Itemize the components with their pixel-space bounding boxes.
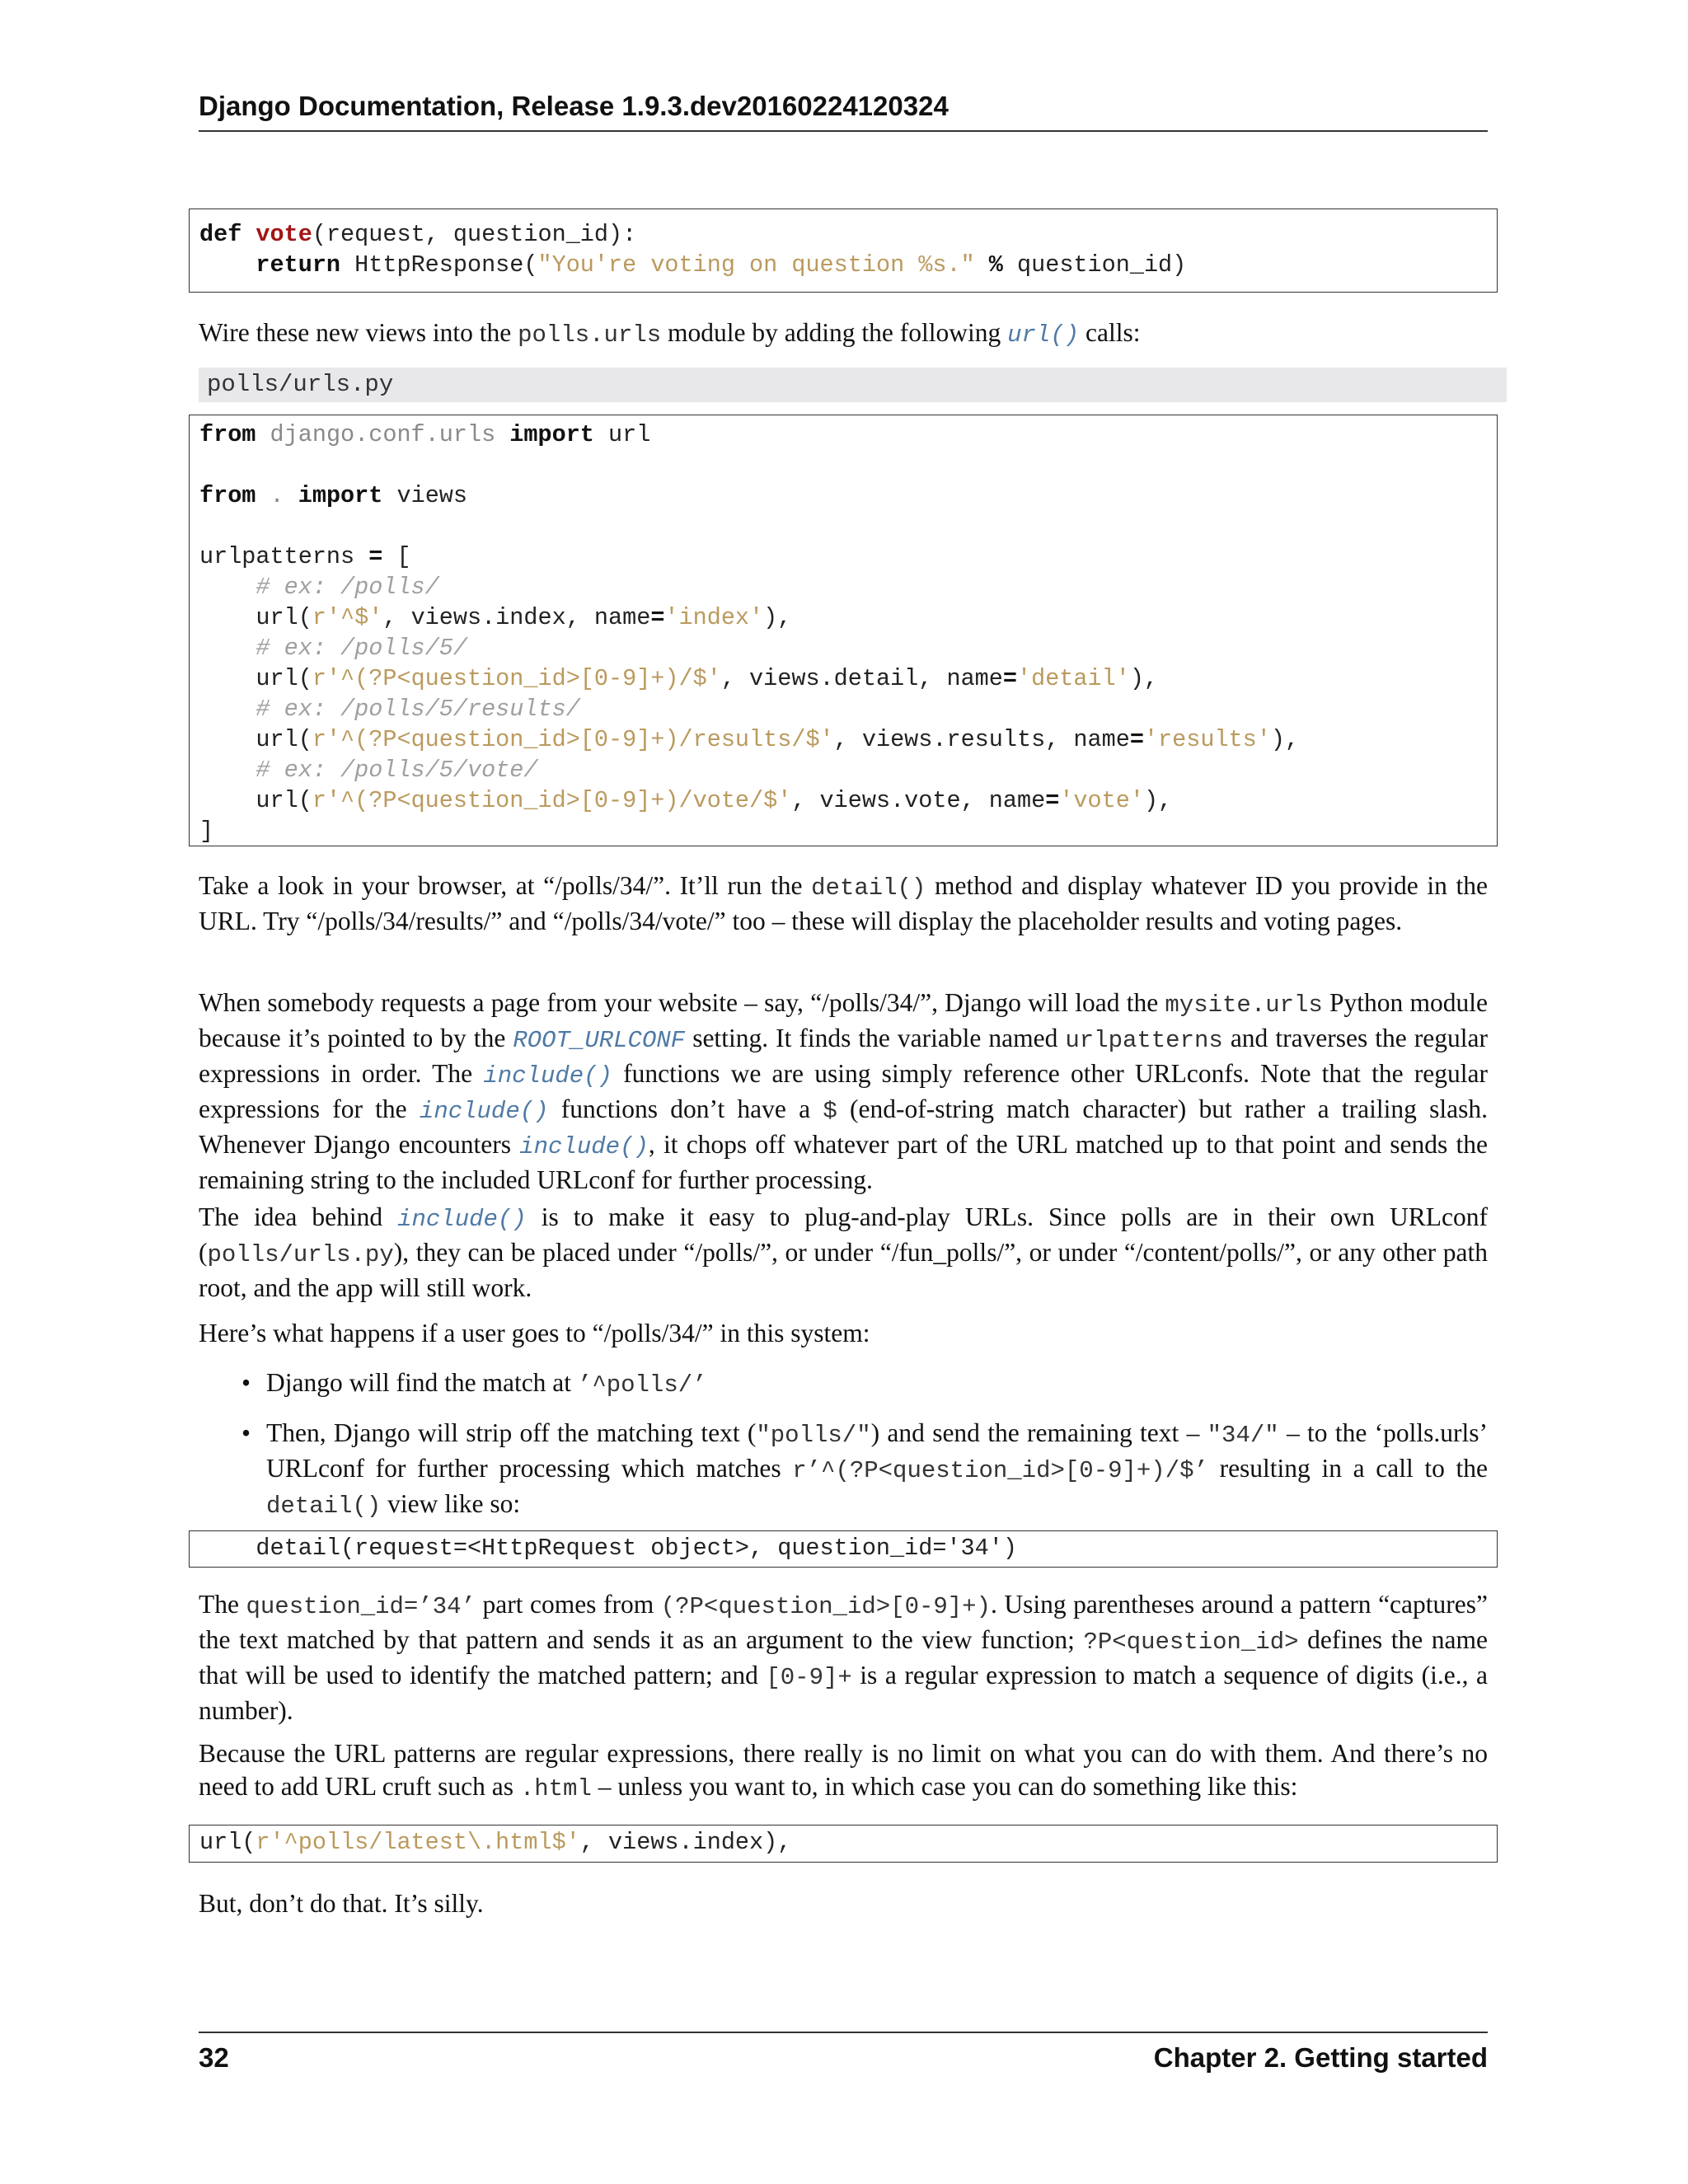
code-operator: % (988, 251, 1003, 279)
text: view like so: (381, 1489, 521, 1518)
text: The (199, 1590, 246, 1619)
include-link[interactable]: include() (397, 1206, 527, 1233)
text: part comes from (475, 1590, 661, 1619)
inline-code: (?P<question_id>[0-9]+) (660, 1593, 991, 1620)
code-comment: # ex: /polls/5/ (256, 635, 467, 662)
code-string: 'index' (664, 604, 764, 631)
code-operator: = (1129, 726, 1144, 753)
code-comment: # ex: /polls/ (256, 574, 439, 601)
running-header: Django Documentation, Release 1.9.3.dev20160224120324 (199, 91, 949, 121)
inline-code: r’^(?P<question_id>[0-9]+)/$’ (792, 1457, 1208, 1484)
paragraph-include-idea (199, 1201, 1488, 1305)
code-keyword: return (256, 251, 341, 279)
code-text: ), (1143, 787, 1173, 814)
code-keyword: def (199, 221, 242, 248)
paragraph-question-id (199, 1588, 1488, 1727)
code-text: url( (256, 726, 312, 753)
code-text: question_id) (1017, 251, 1187, 279)
text: – unless you want to, in which case you can do something like this: (591, 1772, 1298, 1801)
include-link[interactable]: include() (519, 1133, 649, 1160)
code-string: r'^(?P<question_id>[0-9]+)/results/$' (312, 726, 834, 753)
code-string: "You're voting on question %s." (537, 251, 975, 279)
text: . Using parentheses around a pattern “captures” the text matched by that pattern and sends it as an argument to the view function; (199, 1590, 1488, 1654)
text: Take a look in your browser, at “/polls/34/”. It’ll run the (199, 871, 812, 900)
bullet-list (199, 1366, 1488, 1538)
code-keyword: import (298, 482, 383, 509)
text: The idea behind (199, 1202, 398, 1231)
text: resulting in a call to the (1207, 1454, 1489, 1483)
code-text: [ (396, 543, 411, 570)
inline-code: $ (823, 1098, 837, 1125)
inline-code: "polls/" (756, 1422, 871, 1449)
code-keyword: from (199, 482, 256, 509)
text: When somebody requests a page from your website – say, “/polls/34/”, Django will load the (199, 988, 1165, 1017)
code-module: django.conf.urls (270, 421, 496, 448)
list-item (199, 1366, 1488, 1402)
code-text: ] (199, 818, 214, 845)
text: defines the name that will be used to identify the matched pattern; and (199, 1625, 1488, 1690)
text: is a regular expression to match a sequence of digits (i.e., a number). (199, 1661, 1489, 1725)
code-text: ), (1129, 665, 1159, 692)
inline-code: ’^polls/’ (577, 1371, 707, 1399)
page-number: 32 (199, 2042, 229, 2073)
inline-code: "34/" (1207, 1422, 1279, 1449)
code-text: HttpResponse( (354, 251, 538, 279)
text: functions don’t have a (548, 1094, 823, 1123)
text: , it chops off whatever part of the URL matched up to that point and sends the remaining string to the included URLconf for further processing. (199, 1130, 1489, 1194)
code-text: , views.index), (579, 1829, 792, 1856)
code-keyword: import (509, 421, 594, 448)
code-block-latest-html (189, 1825, 1498, 1863)
code-text: url( (256, 787, 312, 814)
code-text: url( (256, 665, 312, 692)
code-operator: = (368, 543, 383, 570)
code-block-urls (189, 415, 1498, 846)
chapter-title: Chapter 2. Getting started (1153, 2042, 1488, 2073)
text: module by adding the following (661, 318, 1008, 347)
paragraph-regex-patterns (199, 1737, 1488, 1806)
code-operator: = (650, 604, 665, 631)
inline-code: detail() (811, 874, 926, 902)
paragraph-wire-views (199, 316, 1488, 352)
text: functions we are using simply reference other URLconfs. Note that the regular expressions for the (199, 1059, 1488, 1123)
footer-rule (199, 2032, 1488, 2033)
code-string: r'^(?P<question_id>[0-9]+)/vote/$' (312, 787, 792, 814)
code-string: r'^$' (312, 604, 383, 631)
code-text: urlpatterns (199, 543, 355, 570)
text: – to the ‘polls.urls’ URLconf for further processing which matches (266, 1418, 1489, 1483)
code-text: , views.results, name (833, 726, 1130, 753)
code-string: 'detail' (1017, 665, 1130, 692)
code-string: r'^(?P<question_id>[0-9]+)/$' (312, 665, 721, 692)
code-caption: polls/urls.py (199, 368, 1507, 402)
code-operator: = (1002, 665, 1017, 692)
code-function-name: vote (256, 221, 312, 248)
code-text: url( (199, 1829, 256, 1856)
code-text: ), (1270, 726, 1300, 753)
text: ), they can be placed under “/polls/”, or under “/fun_polls/”, or under “/content/polls/”, or any other path root, and the app will still work. (199, 1238, 1488, 1302)
inline-code: .html (519, 1775, 592, 1802)
code-text: url (608, 421, 651, 448)
code-keyword: from (199, 421, 256, 448)
paragraph-browser (199, 869, 1488, 938)
text: setting. It finds the variable named (685, 1024, 1066, 1052)
code-comment: # ex: /polls/5/vote/ (256, 757, 538, 784)
code-text: , views.detail, name (720, 665, 1003, 692)
inline-code: question_id=’34’ (246, 1593, 476, 1620)
root-urlconf-link[interactable]: ROOT_URLCONF (513, 1027, 686, 1054)
text: method and display whatever ID you provide in the URL. Try “/polls/34/results/” and “/polls/34/vote/” too – these will display the placeholder results and voting pages. (199, 871, 1489, 935)
code-operator: = (1045, 787, 1060, 814)
code-text: views (396, 482, 467, 509)
code-comment: # ex: /polls/5/results/ (256, 696, 580, 723)
code-block-vote (189, 209, 1498, 293)
inline-code: urlpatterns (1065, 1027, 1223, 1054)
code-text: url( (256, 604, 312, 631)
inline-code: ?P<question_id> (1083, 1629, 1299, 1656)
paragraph-what-happens: Here’s what happens if a user goes to “/polls/34/” in this system: (199, 1319, 870, 1347)
include-link[interactable]: include() (483, 1062, 612, 1090)
text: (end-of-string match character) but rather a trailing slash. Whenever Django encounters (199, 1094, 1488, 1159)
include-link[interactable]: include() (419, 1098, 549, 1125)
code-string: r'^polls/latest\.html$' (256, 1829, 580, 1856)
inline-code: polls.urls (518, 321, 662, 349)
code-text: , views.vote, name (791, 787, 1046, 814)
paragraph-request-flow (199, 987, 1488, 1197)
text: Wire these new views into the (199, 318, 518, 347)
code-string: 'vote' (1059, 787, 1144, 814)
inline-code: [0-9]+ (766, 1664, 852, 1691)
url-link[interactable]: url() (1007, 321, 1080, 349)
header-rule (199, 130, 1488, 132)
paragraph-silly: But, don’t do that. It’s silly. (199, 1889, 484, 1918)
code-block-detail-call: detail(request=<HttpRequest object>, question_id='34') (189, 1530, 1498, 1568)
code-module: . (270, 482, 284, 509)
text: Then, Django will strip off the matching text ( (266, 1418, 757, 1447)
text: ) and send the remaining text – (870, 1418, 1207, 1447)
code-text: , views.index, name (382, 604, 651, 631)
text: and traverses the regular expressions in order. The (199, 1024, 1488, 1088)
code-text: ), (763, 604, 792, 631)
text: Django will find the match at (266, 1368, 578, 1397)
code-string: 'results' (1143, 726, 1271, 753)
text: is to make it easy to plug-and-play URLs. Since polls are in their own URLconf ( (199, 1202, 1488, 1267)
list-item (199, 1417, 1488, 1523)
text: Because the URL patterns are regular expressions, there really is no limit on what you can do with them. And there’s no need to add URL cruft such as (199, 1739, 1488, 1801)
code-text: (request, question_id): (312, 221, 637, 248)
inline-code: detail() (266, 1493, 382, 1520)
inline-code: polls/urls.py (207, 1241, 394, 1268)
text: Python module because it’s pointed to by the (199, 988, 1488, 1052)
inline-code: mysite.urls (1165, 991, 1323, 1019)
text: calls: (1079, 318, 1141, 347)
